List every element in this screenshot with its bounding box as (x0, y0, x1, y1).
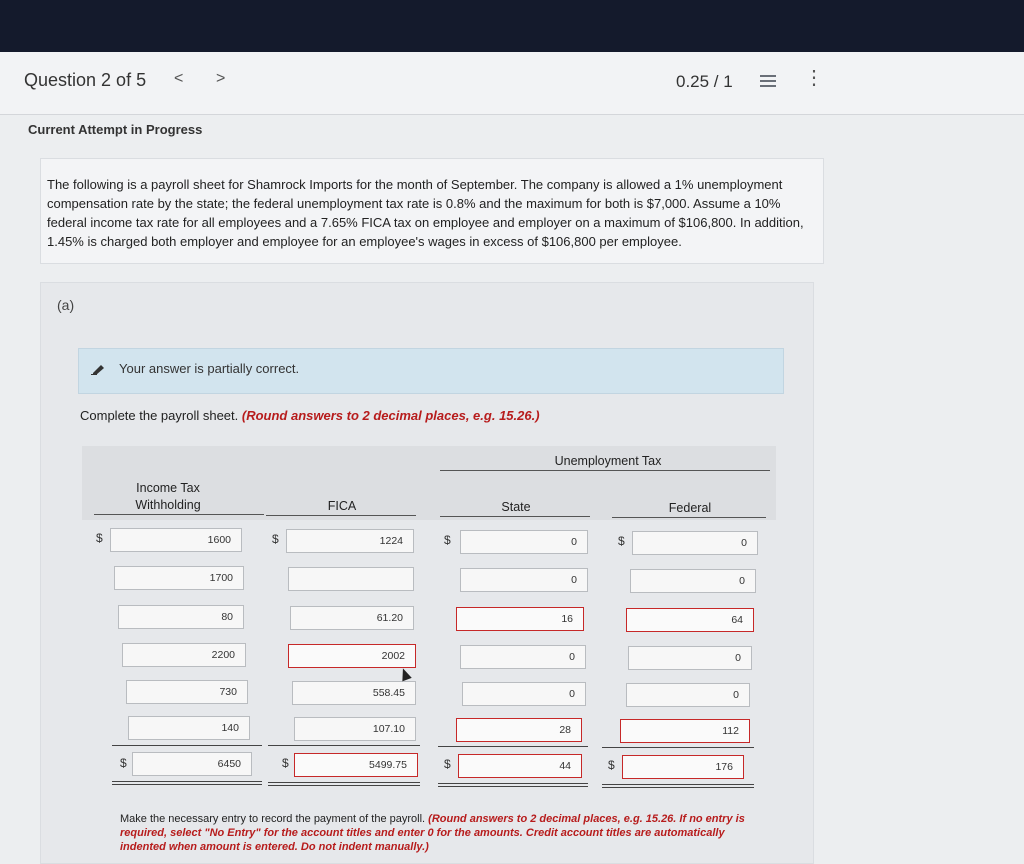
federal-cell-incorrect[interactable]: 64 (626, 608, 754, 632)
instruction-text (80, 408, 540, 423)
fica-cell[interactable]: 558.45 (292, 681, 416, 705)
income-tax-cell[interactable]: 1600 (110, 528, 242, 552)
double-underline (438, 786, 588, 787)
income-tax-header (118, 480, 218, 514)
top-bar (0, 0, 1024, 52)
fica-cell[interactable]: 61.20 (290, 606, 414, 630)
pencil-icon (91, 363, 105, 375)
currency-symbol: $ (120, 756, 127, 770)
group-header-line (440, 470, 770, 471)
entry-instruction-note: (Round answers to 2 decimal places, e.g. 15.26. If no entry is required, select "No Entry" for the account titles and enter 0 for the amounts. Credit account titles are automatically indented when amount is entered. Do not indent manually.) (120, 813, 745, 853)
question-header (0, 52, 1024, 115)
state-cell[interactable]: 0 (460, 568, 588, 592)
state-cell[interactable]: 0 (462, 682, 586, 706)
instruction-main: Complete the payroll sheet. (80, 408, 242, 423)
federal-cell[interactable]: 0 (626, 683, 750, 707)
income-tax-header-line2: Withholding (135, 498, 201, 512)
currency-symbol: $ (96, 531, 103, 545)
double-underline (112, 784, 262, 785)
fica-cell-incorrect[interactable]: 2002 (288, 644, 416, 668)
list-icon[interactable] (760, 75, 776, 89)
federal-cell[interactable]: 0 (632, 531, 758, 555)
federal-header-line (612, 517, 766, 518)
fica-header: FICA (327, 499, 357, 513)
federal-cell[interactable]: 0 (628, 646, 752, 670)
state-cell[interactable]: 0 (460, 530, 588, 554)
entry-instruction (120, 812, 760, 854)
federal-header: Federal (668, 501, 712, 515)
federal-total-incorrect[interactable]: 176 (622, 755, 744, 779)
income-tax-cell[interactable]: 2200 (122, 643, 246, 667)
double-underline (268, 782, 420, 783)
double-underline (438, 783, 588, 784)
attempt-status: Current Attempt in Progress (28, 122, 203, 137)
unemployment-tax-header: Unemployment Tax (554, 454, 662, 468)
currency-symbol: $ (618, 534, 625, 548)
instruction-note: (Round answers to 2 decimal places, e.g. 15.26.) (241, 408, 540, 423)
state-cell[interactable]: 0 (460, 645, 586, 669)
income-tax-cell[interactable]: 140 (128, 716, 250, 740)
state-total-incorrect[interactable]: 44 (458, 754, 582, 778)
sum-line (112, 745, 262, 746)
prev-question-button[interactable]: < (174, 70, 184, 87)
feedback-banner (78, 348, 784, 394)
entry-instruction-main: Make the necessary entry to record the payment of the payroll. (120, 813, 429, 825)
problem-statement (40, 158, 824, 264)
state-cell-incorrect[interactable]: 28 (456, 718, 582, 742)
fica-cell[interactable]: 107.10 (294, 717, 416, 741)
currency-symbol: $ (444, 533, 451, 547)
part-label: (a) (57, 297, 75, 313)
more-options-icon[interactable]: ⋮ (804, 67, 824, 89)
income-tax-total[interactable]: 6450 (132, 752, 252, 776)
state-header-line (440, 516, 590, 517)
currency-symbol: $ (282, 756, 289, 770)
currency-symbol: $ (608, 758, 615, 772)
double-underline (112, 781, 262, 782)
double-underline (602, 784, 754, 785)
fica-cell[interactable]: 1224 (286, 529, 414, 553)
income-tax-cell[interactable]: 1700 (114, 566, 244, 590)
income-tax-header-line (94, 514, 264, 515)
sum-line (438, 746, 588, 747)
federal-cell[interactable]: 0 (630, 569, 756, 593)
fica-cell[interactable] (288, 567, 414, 591)
problem-text: The following is a payroll sheet for Shamrock Imports for the month of September. The company is allowed a 1% unemployment compensation rate by the state; the federal unemployment tax rate is 0.8% and the maximum for both is $7,000. Assume a 10% federal income tax rate for all employees and a 7.65% FICA tax on employee and employer on a maximum of $106,800. In addition, 1.45% is charged both employer and employee for an employee's wages in excess of $106,800 per employee. (47, 177, 804, 249)
feedback-text: Your answer is partially correct. (119, 361, 300, 376)
currency-symbol: $ (444, 757, 451, 771)
state-cell-incorrect[interactable]: 16 (456, 607, 584, 631)
double-underline (602, 787, 754, 788)
currency-symbol: $ (272, 532, 279, 546)
next-question-button[interactable]: > (216, 70, 226, 87)
question-label: Question 2 of 5 (24, 70, 147, 90)
double-underline (268, 785, 420, 786)
fica-header-line (266, 515, 416, 516)
income-tax-cell[interactable]: 80 (118, 605, 244, 629)
state-header: State (501, 500, 531, 514)
federal-cell-incorrect[interactable]: 112 (620, 719, 750, 743)
income-tax-header-line1: Income Tax (136, 481, 200, 495)
income-tax-cell[interactable]: 730 (126, 680, 248, 704)
fica-total-incorrect[interactable]: 5499.75 (294, 753, 418, 777)
sum-line (602, 747, 754, 748)
score-display: 0.25 / 1 (676, 72, 733, 91)
sum-line (268, 745, 420, 746)
